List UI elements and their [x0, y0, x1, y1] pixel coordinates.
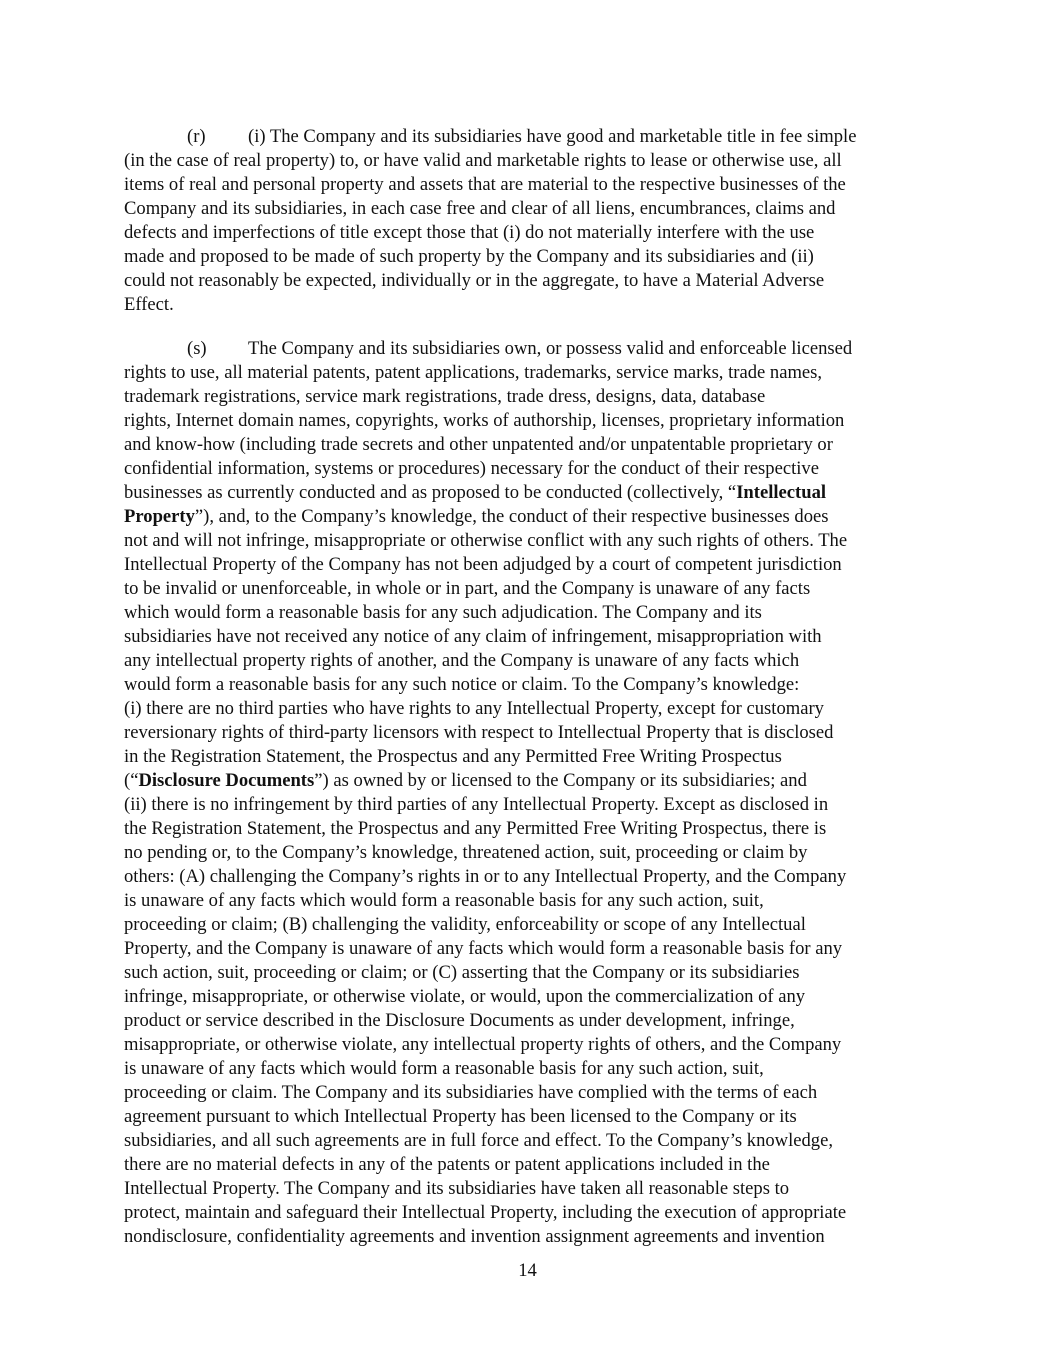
section-s-line — [124, 769, 807, 793]
section-s-line: nondisclosure, confidentiality agreements and invention assignment agreements and invention — [124, 1226, 825, 1247]
section-s-line: such action, suit, proceeding or claim; or (C) asserting that the Company or its subsidiaries — [124, 962, 800, 983]
section-s-line: reversionary rights of third-party licensors with respect to Intellectual Property that is disclosed — [124, 722, 834, 743]
section-s-line: infringe, misappropriate, or otherwise violate, or would, upon the commercialization of any — [124, 986, 806, 1007]
section-s-line: would form a reasonable basis for any such notice or claim. To the Company’s knowledge: — [124, 674, 800, 695]
section-s-line: rights, Internet domain names, copyrights, works of authorship, licenses, proprietary information — [124, 410, 845, 431]
line-text: ”) as owned by or licensed to the Company or its subsidiaries; and — [314, 770, 807, 791]
section-s-line: product or service described in the Disclosure Documents as under development, infringe, — [124, 1010, 795, 1031]
section-s-line: to be invalid or unenforceable, in whole or in part, and the Company is unaware of any facts — [124, 578, 811, 599]
line-text: businesses as currently conducted and as proposed to be conducted (collectively, “ — [124, 482, 737, 503]
section-r-line: (in the case of real property) to, or have valid and marketable rights to lease or otherwise use, all — [124, 150, 842, 171]
section-s-label: (s) — [187, 338, 207, 359]
section-r-line: made and proposed to be made of such property by the Company and its subsidiaries and (ii) — [124, 246, 814, 267]
section-s-line: rights to use, all material patents, patent applications, trademarks, service marks, trade names, — [124, 362, 823, 383]
section-s-line: the Registration Statement, the Prospectus and any Permitted Free Writing Prospectus, there is — [124, 818, 827, 839]
section-r-line: items of real and personal property and assets that are material to the respective businesses of the — [124, 174, 846, 195]
section-s-line: Intellectual Property. The Company and its subsidiaries have taken all reasonable steps to — [124, 1178, 790, 1199]
section-s-line: no pending or, to the Company’s knowledge, threatened action, suit, proceeding or claim by — [124, 842, 808, 863]
section-s-line: and know-how (including trade secrets and other unpatented and/or unpatentable proprietary or — [124, 434, 833, 455]
section-s-line: protect, maintain and safeguard their Intellectual Property, including the execution of appropriate — [124, 1202, 847, 1223]
section-s-line: (i) there are no third parties who have rights to any Intellectual Property, except for customary — [124, 698, 824, 719]
section-s-line: confidential information, systems or procedures) necessary for the conduct of their respective — [124, 458, 819, 479]
section-r-line: Company and its subsidiaries, in each case free and clear of all liens, encumbrances, claims and — [124, 198, 836, 219]
section-s-line — [124, 505, 829, 529]
defined-term-property: Property — [124, 506, 195, 527]
section-s-line: any intellectual property rights of another, and the Company is unaware of any facts which — [124, 650, 800, 671]
section-s-line: there are no material defects in any of the patents or patent applications included in the — [124, 1154, 770, 1175]
line-text: ”), and, to the Company’s knowledge, the conduct of their respective businesses does — [194, 506, 829, 527]
line-text: (“ — [124, 770, 139, 791]
section-r-line: Effect. — [124, 294, 174, 315]
section-s-line: (ii) there is no infringement by third parties of any Intellectual Property. Except as disclosed in — [124, 794, 829, 815]
section-s-line: trademark registrations, service mark registrations, trade dress, designs, data, database — [124, 386, 766, 407]
section-r-line: (i) The Company and its subsidiaries have good and marketable title in fee simple — [248, 126, 857, 147]
section-s-line: agreement pursuant to which Intellectual Property has been licensed to the Company or its — [124, 1106, 797, 1127]
section-r-line: defects and imperfections of title except those that (i) do not materially interfere with the use — [124, 222, 815, 243]
section-s-line: proceeding or claim. The Company and its subsidiaries have complied with the terms of each — [124, 1082, 818, 1103]
defined-term-disclosure-documents: Disclosure Documents — [138, 770, 315, 791]
section-s-line: is unaware of any facts which would form a reasonable basis for any such action, suit, — [124, 890, 764, 911]
section-s-line: The Company and its subsidiaries own, or possess valid and enforceable licensed — [248, 338, 853, 359]
section-s-line: Property, and the Company is unaware of any facts which would form a reasonable basis for any — [124, 938, 843, 959]
section-s-line: subsidiaries, and all such agreements are in full force and effect. To the Company’s knowledge, — [124, 1130, 834, 1151]
section-s-line: misappropriate, or otherwise violate, any intellectual property rights of others, and the Company — [124, 1034, 842, 1055]
page-number: 14 — [518, 1260, 537, 1281]
section-s-line: proceeding or claim; (B) challenging the validity, enforceability or scope of any Intellectual — [124, 914, 806, 935]
section-r-line: could not reasonably be expected, individually or in the aggregate, to have a Material Adverse — [124, 270, 825, 291]
defined-term-intellectual: Intellectual — [736, 482, 827, 503]
section-s-line: Intellectual Property of the Company has not been adjudged by a court of competent jurisdiction — [124, 554, 842, 575]
section-s-line: is unaware of any facts which would form a reasonable basis for any such action, suit, — [124, 1058, 764, 1079]
section-s-line: in the Registration Statement, the Prospectus and any Permitted Free Writing Prospectus — [124, 746, 782, 767]
section-s-line: subsidiaries have not received any notice of any claim of infringement, misappropriation with — [124, 626, 822, 647]
section-s-line — [124, 481, 826, 505]
section-s-line: which would form a reasonable basis for any such adjudication. The Company and its — [124, 602, 762, 623]
section-s-line: not and will not infringe, misappropriate or otherwise conflict with any such rights of others. The — [124, 530, 848, 551]
section-r-label: (r) — [187, 126, 206, 147]
section-s-line: others: (A) challenging the Company’s rights in or to any Intellectual Property, and the Company — [124, 866, 847, 887]
